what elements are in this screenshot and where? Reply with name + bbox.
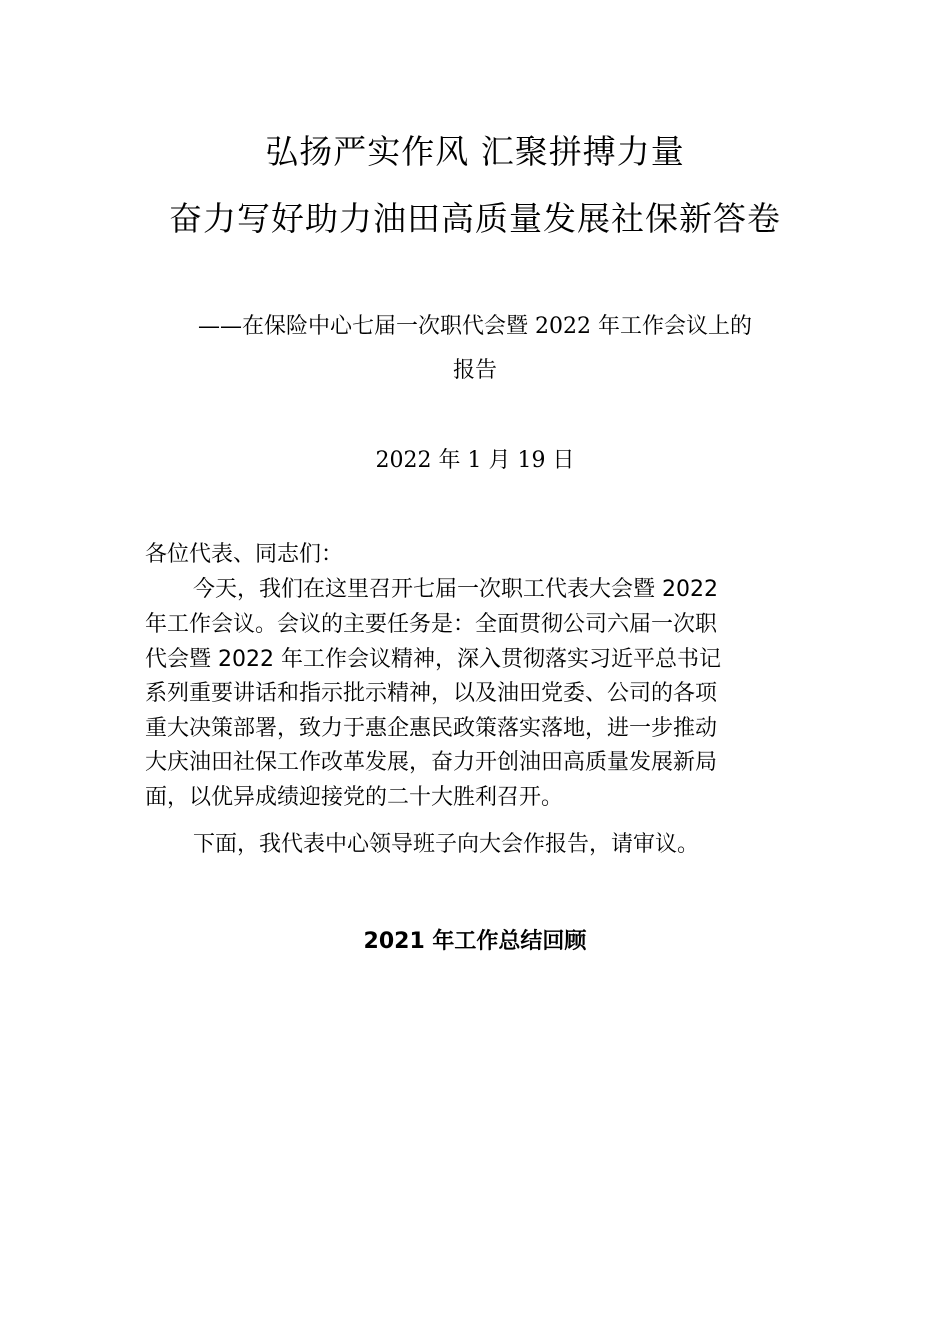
subtitle-line-1: ——在保险中心七届一次职代会暨 2022 年工作会议上的	[198, 314, 752, 339]
subtitle-line-2: 报告	[452, 358, 497, 383]
paragraph-2: 下面，我代表中心领导班子向大会作报告，请审议。	[193, 832, 700, 857]
paragraph-1-line: 面，以优异成绩迎接党的二十大胜利召开。	[145, 785, 564, 810]
report-date: 2022 年 1 月 19 日	[375, 448, 575, 473]
title-line-2: 奋力写好助力油田高质量发展社保新答卷	[169, 199, 781, 238]
paragraph-1-line: 大庆油田社保工作改革发展，奋力开创油田高质量发展新局	[145, 750, 718, 775]
salutation: 各位代表、同志们：	[145, 542, 344, 567]
paragraph-1-line: 重大决策部署，致力于惠企惠民政策落实落地，进一步推动	[145, 716, 718, 741]
paragraph-1-line: 今天，我们在这里召开七届一次职工代表大会暨 2022	[193, 577, 718, 602]
paragraph-1-line: 年工作会议。会议的主要任务是：全面贯彻公司六届一次职	[145, 612, 718, 637]
paragraph-1-line: 系列重要讲话和指示批示精神，以及油田党委、公司的各项	[145, 681, 718, 706]
section-heading: 2021 年工作总结回顾	[363, 929, 587, 954]
paragraph-1-line: 代会暨 2022 年工作会议精神，深入贯彻落实习近平总书记	[145, 647, 721, 672]
title-line-1: 弘扬严实作风 汇聚拼搏力量	[265, 132, 685, 171]
